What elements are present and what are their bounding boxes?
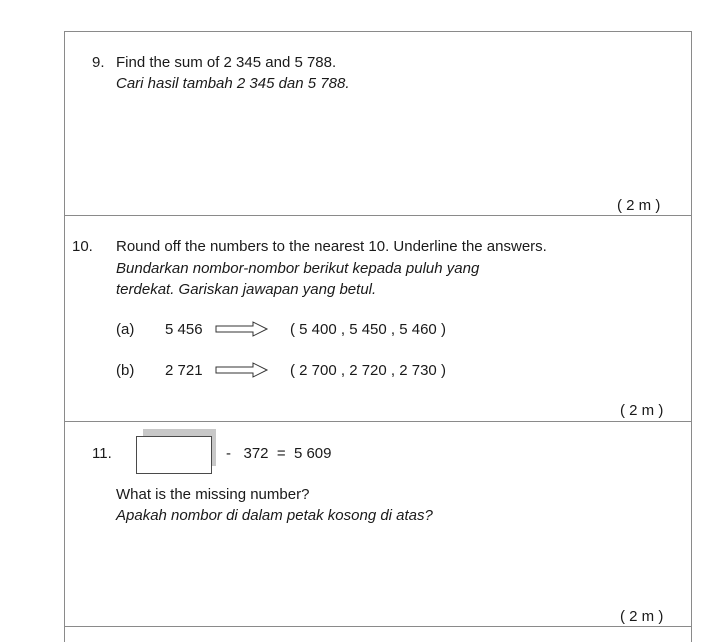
q10b-label: (b) [116,362,135,379]
q9-text-en: Find the sum of 2 345 and 5 788. [116,54,337,71]
q10a-number: 5 456 [165,321,203,338]
q11-equation: - 372 = 5 609 [226,445,332,462]
q10a-label: (a) [116,321,135,338]
missing-number-box[interactable] [136,436,212,474]
right-arrow-icon [215,320,269,338]
q10b-number: 2 721 [165,362,203,379]
q10-marks: ( 2 m ) [620,402,664,419]
q10b-options: ( 2 700 , 2 720 , 2 730 ) [290,362,446,379]
q9-marks: ( 2 m ) [617,197,661,214]
divider-q10-q11 [64,421,691,422]
q11-text-ms: Apakah nombor di dalam petak kosong di atas? [116,507,433,524]
q9-text-ms: Cari hasil tambah 2 345 dan 5 788. [116,75,350,92]
q10-number: 10. [72,238,93,255]
q9-number: 9. [92,54,105,71]
q10-text-ms-line2: terdekat. Gariskan jawapan yang betul. [116,281,377,298]
divider-q9-q10 [64,215,691,216]
q10-text-en: Round off the numbers to the nearest 10. Underline the answers. [116,238,547,255]
q10-text-ms-line1: Bundarkan nombor-nombor berikut kepada puluh yang [116,260,480,277]
q10a-options: ( 5 400 , 5 450 , 5 460 ) [290,321,446,338]
q11-text-en: What is the missing number? [116,486,310,503]
q11-number: 11. [92,445,112,462]
right-arrow-icon [215,361,269,379]
q11-marks: ( 2 m ) [620,608,664,625]
divider-bottom [64,626,691,627]
